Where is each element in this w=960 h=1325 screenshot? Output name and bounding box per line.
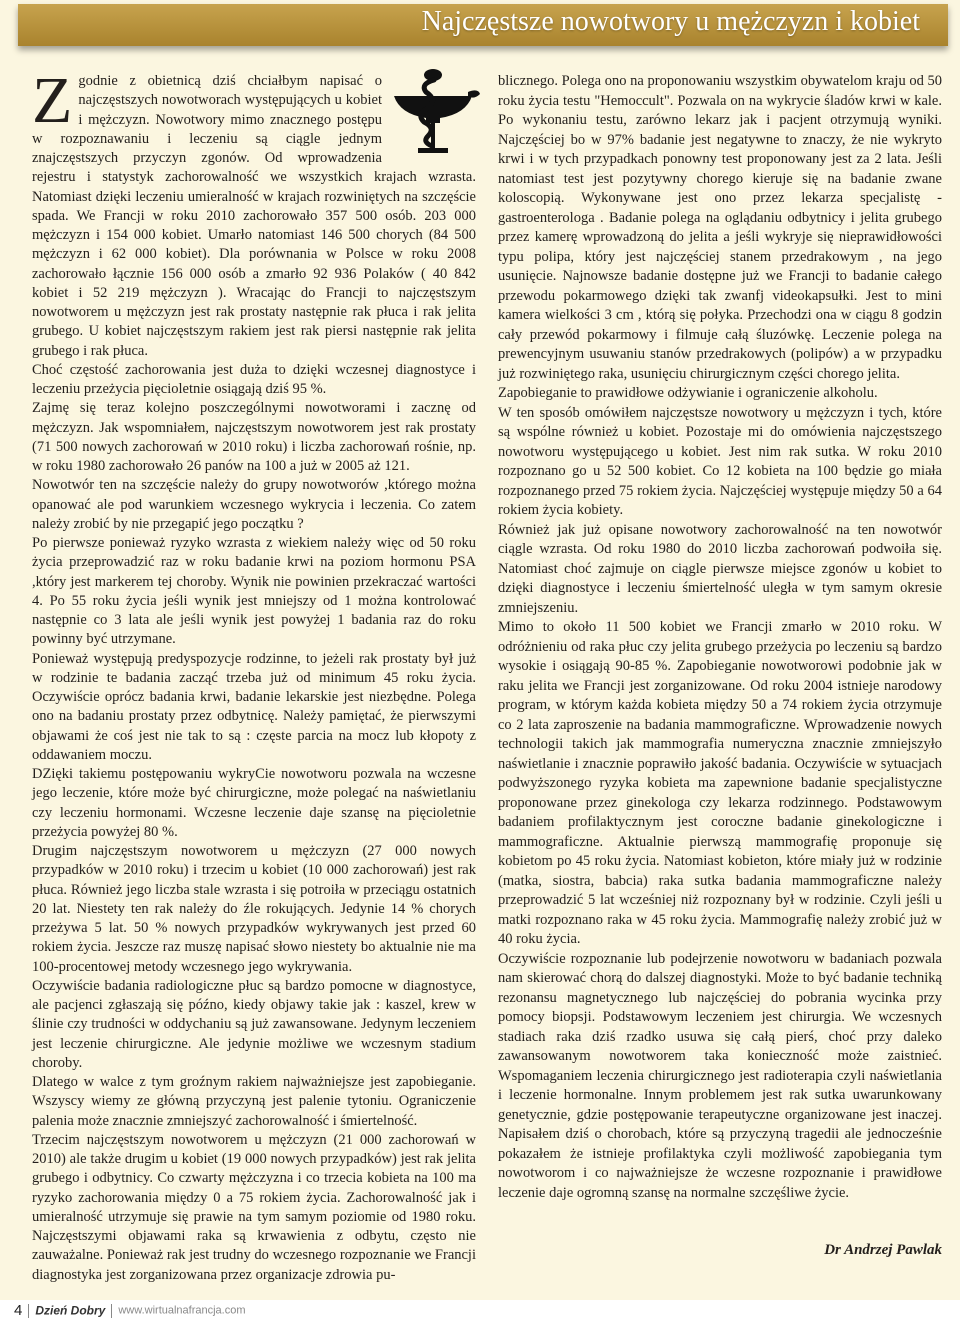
author-signature: Dr Andrzej Pawlak bbox=[824, 1242, 942, 1258]
article-paragraph: Drugim najczęstszym nowotworem u mężczyzn (27 000 nowych przypadków w 2010 roku) i trzecim u kobiet (10 000 zachorowań) jest rak płuca. Również jego liczba stale wzrasta i się potroiła w przeciągu ostatnich 20 lat. Niestety ten rak należy do źle rokujących. Jedynie 14 % chorych przeżywa 5 lat. 50 % nowych przypadków wykrywanych jest przed 60 rokiem życia. Jeszcze raz muszę napisać słowo niestety bo aktualnie nie ma 100-procentowej metody wczesnego jego wykrywania. bbox=[32, 843, 476, 975]
title-bar bbox=[18, 4, 948, 46]
article-paragraph: Trzecim najczęstszym nowotworem u mężczyzn (21 000 zachorowań w 2010) ale także drugim u kobiet (19 000 nowych przypadków) jest rak jelita grubego i odbytnicy. Co czwarty mężczyzna i co trzecia kobieta na 100 ma ryzyko zachorowania między 0 a 75 rokiem życia. Zachorowalność jak i umieralność utrzymuje się prawie na tym samym poziomie od 1980 roku. Najczęstszymi objawami raka są krwawienia z odbytu, często nie zauważalne. Ponieważ rak jest trudny do wczesnego rozpoznanie we Francji diagnostyka jest zorganizowana przez organizacje zdrowia pu- bbox=[32, 1131, 476, 1283]
article-paragraph: Oczywiście rozpoznanie lub podejrzenie nowotworu w badaniach pozwala nam skierować chorą do dalszej diagnostyki. Może to być badanie techniką rezonansu magnetycznego lub najczęściej do pobrania wycinka przy pomocy biopsji. Podstawowym leczeniem jest chirurgia. We wczesnych stadiach raka dziś rzadko usuwa się całą pierś, choć przy daleko zawansowanym nowotworem taka konieczność może zaistnieć. Wspomaganiem leczenia chirurgicznego jest radioterapia czyli naświetlania i leczenie hormonalne. Innym problemem jest rak sutka uwarunkowany genetycznie, gdzie postępowanie terapeutyczne organizowane jest inaczej. Napisałem dziś o chorobach, które są przyczyną tragedii ale jednocześnie pokazałem że istnieje profilaktyka czyli możliwość zapobiegania tym nowotworom i co najważniejsze że wczesne rozpoznanie i prawidłowe leczenie daje ogromną szansę na normalne szczęśliwe życie. bbox=[498, 950, 942, 1201]
page-footer bbox=[14, 1302, 614, 1322]
article-paragraph-text: godnie z obietnicą dziś chciałbym napisać o najczęstszych nowotworach występujących u kobiet i mężczyzn. Nowotwory mimo znacznego postępu w rozpoznawaniu i leczeniu są ciągle jednym znajczęstszych przyczyn zgonów. Od wprowadzenia rejestru i statystyk zachorowalność we wszystkich krajach wzrasta. Natomiast dzięki leczeniu umieralność w krajach rozwiniętych na szczęście spada. We Francji w roku 2010 zachorowało 357 500 osób. 203 000 mężczyzn i 154 000 kobiet. Umarło natomiast 146 500 chorych (84 500 mężczyzn i 62 000 kobiet). Dla porównania w Polsce w roku 2008 zachorowało łącznie 156 000 osób a zmarło 92 936 Polaków ( 40 842 kobiet i 52 219 mężczyzn ). Wracając do Francji to najczęstszym nowotworem u mężczyzn jest rak prostaty następnie rak płuca i rak jelita grubego. U kobiet najczęstszym rakiem jest rak piersi następnie rak jelita grubego i rak płuca. bbox=[32, 73, 476, 359]
article-paragraph: Ponieważ występują predyspozycje rodzinne, to jeżeli rak prostaty był już w rodzinie te badania zacząć trzeba już od minimum 45 roku życia. Oczywiście oprócz badania krwi, badanie lekarskie jest niezbędne. Polega ono na badaniu prostaty przez odbytnicę. Należy pamiętać, że pierwszymi objawami że coś jest nie tak to są : częste parcia na mocz lub kłopoty z oddawaniem moczu. bbox=[32, 650, 476, 763]
page-title: Najczęstsze nowotwory u mężczyzn i kobiet bbox=[421, 6, 920, 37]
footer-divider bbox=[28, 1304, 29, 1318]
drop-cap: Z bbox=[32, 64, 73, 137]
page-number: 4 bbox=[14, 1302, 23, 1319]
footer-divider bbox=[111, 1304, 112, 1318]
bowl-of-hygieia-icon bbox=[390, 66, 482, 158]
article-paragraph: DZięki takiemu postępowaniu wykryCie nowotworu pozwala na wczesne jego leczenie, które może być chirurgiczne, może polegać na naświetlaniu czy leczeniu hormonami. Wczesne leczenie daje szansę na pięcioletnie przeżycia powyżej 80 %. bbox=[32, 766, 476, 840]
article-paragraph: Zajmę się teraz kolejno poszczególnymi nowotworami i zacznę od mężczyzn. Jak wspomniałem, najczęstszym nowotworem jest rak prostaty (71 500 nowych zachorowań w 2010 roku) i liczba zachorowań rośnie, np. w roku 1980 zachorowało 26 panów na 100 a już w 2005 aż 121. bbox=[32, 400, 476, 474]
article-paragraph: blicznego. Polega ono na proponowaniu wszystkim obywatelom kraju od 50 roku życia testu "Hemoccult". Pozwala on na wykrycie śladów krwi w kale. Po wykonaniu testu, zarówno lekarz jak i pacjent otrzymują wyniki. Najczęściej bo w 97% badanie jest negatywne to znaczy, że nie wykryto krwi i w tych przypadkach ponowny test proponowany jest za 2 lata. Jeśli natomiast test jest pozytywny chorego kieruje się na badanie zwane koloscopią. Wykonywane jest ono przez lekarza specjalistę - gastroenterologa . Badanie polega na oglądaniu odbytnicy i jelita grubego przez kamerę wprowadzoną do jelita a jeśli wykryje się nieprawidłowości typu polipa, który jest najczęściej stanem przedrakowym , na jego usunięcie. Najnowsze badanie dostępne już we Francji to badanie całego przewodu pokarmowego dzięki tak zwanfj videokapsułki. Jest to mini kamera wielkości 3 cm , którą się połyka. Przechodzi ona w ciągu 8 godzin cały przewód pokarmowy i filmuje całą śluzówkę. Leczenie polega na prewencyjnym usuwaniu stanów przedrakowych (polipów) a w przypadku już rozwiniętego raka, usunięciu chirurgicznym części chorego jelita. bbox=[498, 73, 942, 382]
article-paragraph: Oczywiście badania radiologiczne płuc są bardzo pomocne w diagnostyce, ale pacjenci zgłaszają się późno, kiedy objawy takie jak : kaszel, krew w ślinie czy trudności w oddychaniu są już zawansowane. Jedynym leczeniem jest leczenie chirurgiczne. Ale jedynie możliwe we wczesnym stadium choroby. bbox=[32, 977, 476, 1071]
article-paragraph: Nowotwór ten na szczęście należy do grupy nowotworów ,którego można opanować ale pod warunkiem wczesnego wykrycia i leczenia. Co zatem należy zrobić by nie przegapić jego początku ? bbox=[32, 477, 476, 532]
article-paragraph: Po pierwsze ponieważ ryzyko wzrasta z wiekiem należy więc od 50 roku życia przeprowadzić raz w roku badanie krwi na poziom hormonu PSA ,który jest markerem tej choroby. Wynik nie powinien przekraczać wartości 4. Po 55 roku życia jeśli wynik jest mniejszy od 1 można kontrolować następnie co 3 lata ale jeśli wynik jest powyżej 1 badania raz do roku powinny być utrzymane. bbox=[32, 535, 476, 648]
article-column-right bbox=[498, 72, 942, 1203]
article-paragraph: W ten sposób omówiłem najczęstsze nowotwory u mężczyzn i tych, które są wspólne również u kobiet. Pozostaje mi do omówienia najczęstszego nowotworu występującego u kobiet. Jest nim rak sutka. W roku 2010 rozpoznano go u 52 500 kobiet. Co 12 kobieta na 100 będzie go miała rozpoznanego przed 75 rokiem życia. Najczęściej występuje między 50 a 64 rokiem życia kobiety. bbox=[498, 404, 942, 518]
website-link[interactable]: www.wirtualnafrancja.com bbox=[118, 1304, 246, 1317]
article-paragraph: Dlatego w walce z tym groźnym rakiem najważniejsze jest zapobieganie. Wszyscy wiemy ze główną przyczyną jest palenie tytoniu. Ograniczenie palenia może znacznie zmniejszyć zachorowalność i śmiertelność. bbox=[32, 1074, 476, 1129]
article-paragraph bbox=[32, 64, 476, 361]
magazine-name: Dzień Dobry bbox=[35, 1303, 106, 1318]
article-paragraph: Choć częstość zachorowania jest duża to dzięki wczesnej diagnostyce i leczeniu przeżycia pięcioletnie osiągają dziś 95 %. bbox=[32, 361, 476, 397]
article-column-left bbox=[32, 64, 476, 1285]
article-paragraph: Zapobieganie to prawidłowe odżywianie i ograniczenie alkoholu. bbox=[498, 385, 878, 401]
article-paragraph: Mimo to około 11 500 kobiet we Francji zmarło w 2010 roku. W odróżnieniu od raka płuc czy jelita grubego przeżycia po leczeniu są bardzo wysokie i osiągają 90-85 %. Zapobieganie nowotworowi podobnie jak w raku jelita we Francji jest zorganizowane. Od roku 2004 istnieje narodowy program, w którym każda kobieta między 50 a 74 rokiem życia otrzymuje co 2 lata zaproszenie na badania mammograficzne. Wprowadzenie nowych technologii takich jak mammografia numeryczna znacznie zmniejszyło naświetlanie i znacznie poprawiło jakość badania. Oczywiście w sytuacjach podwyższonego ryzyka kobieta ma zapewnione badanie specjalistyczne proponowane przez ginekologa czy lekarza rodzinnego. Podstawowym badaniem profilaktycznym jest coroczne badanie ginekologiczne i mammograficzne. Aktualnie pierwszą mammografię proponuje się kobietom po 45 roku życia. Natomiast kobieton, które miały już w rodzinie (matka, siostra, babcia) raka sutka badania mammograficzne należy przeprowadzić 5 lat wcześniej niż rozpoznany był w rodzinie. Czyli jeśli u matki rozpoznano raka w 45 roku życia. Mammografię należy zrobić już w 40 roku życia. bbox=[498, 619, 942, 947]
article-paragraph: Również jak już opisane nowotwory zachorowalność na ten nowotwór ciągle wzrasta. Od roku 1980 do 2010 liczba zachorowań podwoiła się. Natomiast choć zajmuje on ciągle pierwsze miejsce zgonów u kobiet to dzięki diagnostyce i leczeniu śmiertelność uległa w tym samym okresie zmniejszeniu. bbox=[498, 521, 942, 616]
